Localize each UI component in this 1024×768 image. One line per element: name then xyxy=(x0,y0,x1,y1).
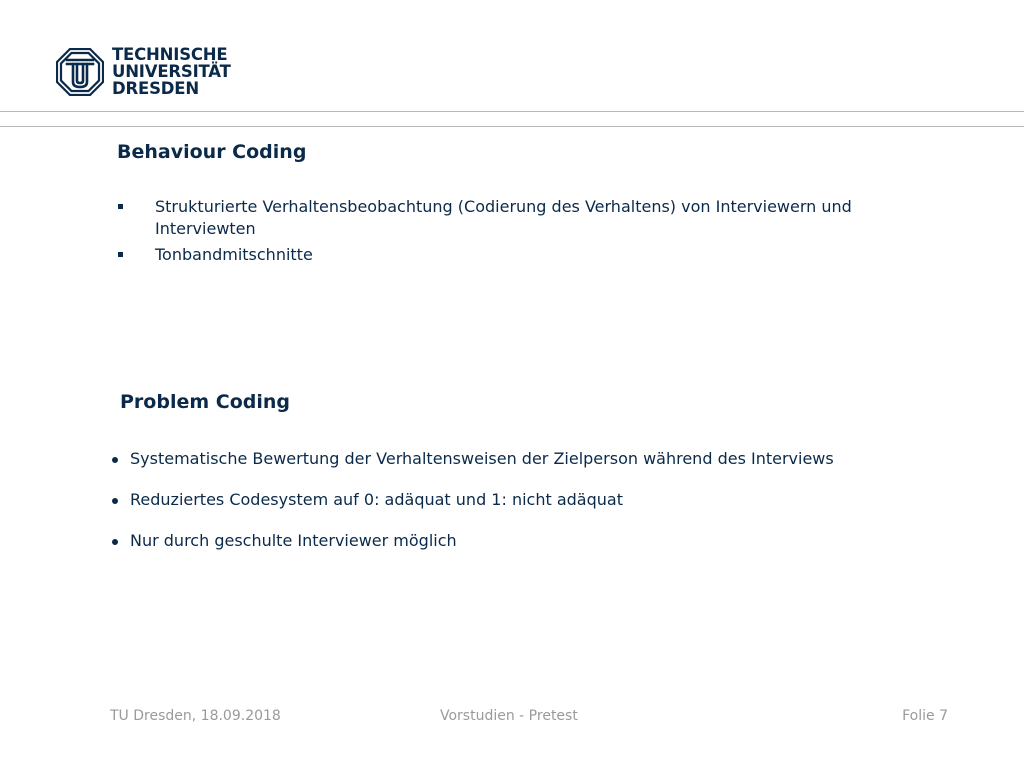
dot-bullet-icon xyxy=(112,498,118,504)
logo-line-1: TECHNISCHE xyxy=(112,45,228,64)
list-item xyxy=(117,196,917,240)
problem-coding-list xyxy=(110,448,930,571)
dot-bullet-icon xyxy=(112,539,118,545)
footer-slide-number: Folie 7 xyxy=(902,708,948,724)
logo-line-2: UNIVERSITÄT xyxy=(112,62,231,81)
list-item-text: Strukturierte Verhaltensbeobachtung (Codierung des Verhaltens) von Interviewern und Interviewten xyxy=(155,197,852,238)
square-bullet-icon xyxy=(118,204,123,209)
footer-title: Vorstudien - Pretest xyxy=(440,708,578,724)
university-logo xyxy=(56,46,231,97)
list-item xyxy=(110,530,930,552)
list-item xyxy=(117,244,917,266)
square-bullet-icon xyxy=(118,252,123,257)
section-heading-behaviour-coding: Behaviour Coding xyxy=(117,141,307,163)
list-item-text: Tonbandmitschnitte xyxy=(155,245,313,264)
dot-bullet-icon xyxy=(112,457,118,463)
list-item-text: Nur durch geschulte Interviewer möglich xyxy=(130,531,457,550)
logo-text xyxy=(112,46,231,97)
list-item-text: Reduziertes Codesystem auf 0: adäquat und 1: nicht adäquat xyxy=(130,490,623,509)
list-item xyxy=(110,489,930,511)
list-item xyxy=(110,448,930,470)
logo-line-3: DRESDEN xyxy=(112,79,199,98)
header-divider-top xyxy=(0,111,1024,112)
behaviour-coding-list xyxy=(117,196,917,270)
list-item-text: Systematische Bewertung der Verhaltensweisen der Zielperson während des Interviews xyxy=(130,449,834,468)
footer-date: TU Dresden, 18.09.2018 xyxy=(110,708,281,724)
header-divider-bottom xyxy=(0,126,1024,127)
tu-dresden-logo-icon xyxy=(56,48,104,96)
section-heading-problem-coding: Problem Coding xyxy=(120,391,290,413)
